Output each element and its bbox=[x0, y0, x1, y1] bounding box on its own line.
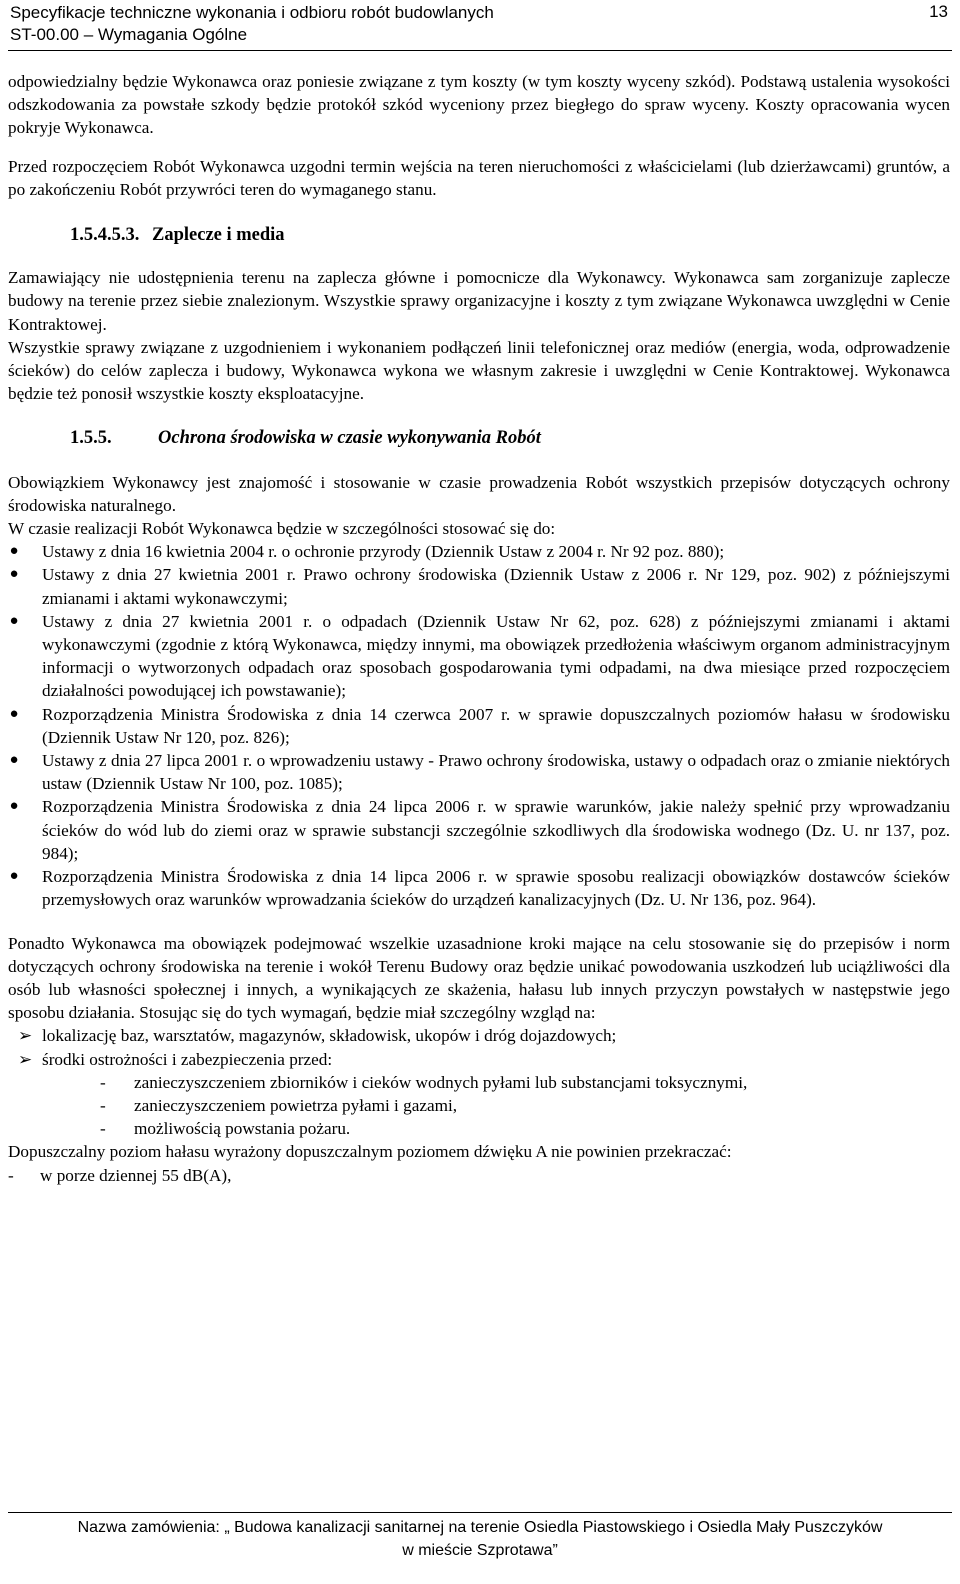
footer-line: w mieście Szprotawa” bbox=[402, 1542, 558, 1559]
list-item-text: Ustawy z dnia 27 kwietnia 2001 r. Prawo ochrony środowiska (Dziennik Ustaw z 2006 r. Nr 129, poz. 902) z późniejszymi zmianami i aktami wykonawczymi; bbox=[42, 565, 950, 608]
list-item-text: Rozporządzenia Ministra Środowiska z dnia 24 lipca 2006 r. w sprawie warunków, jakie należy spełnić przy wprowadzaniu ścieków do wód lub do ziemi oraz w sprawie substancji szczególnie szkodliwych dla środowiska wodnego (Dz. U. nr 137, poz. 984); bbox=[42, 797, 950, 863]
list-item bbox=[8, 1024, 950, 1047]
list-item bbox=[8, 795, 950, 865]
spacer bbox=[8, 405, 950, 427]
header-subtitle: ST-00.00 – Wymagania Ogólne bbox=[10, 25, 248, 44]
list-item-text: możliwością powstania pożaru. bbox=[134, 1119, 351, 1139]
arrow-bullet-icon: ➢ bbox=[18, 1026, 33, 1046]
list-item-text: w porze dziennej 55 dB(A), bbox=[40, 1165, 232, 1185]
paragraph: Przed rozpoczęciem Robót Wykonawca uzgodni termin wejścia na teren nieruchomości z właścicielami (lub dzierżawcami) gruntów, a po zakończeniu Robót przywróci teren do wymaganego stanu. bbox=[8, 156, 950, 199]
paragraph: Dopuszczalny poziom hałasu wyrażony dopuszczalnym poziomem dźwięku A nie powinien przekraczać: bbox=[8, 1142, 732, 1162]
arrow-list bbox=[8, 1024, 950, 1070]
header-title: Specyfikacje techniczne wykonania i odbioru robót budowlanych bbox=[10, 3, 494, 22]
bullet-icon: ● bbox=[9, 705, 19, 722]
section-number: 1.5.4.5.3. bbox=[70, 225, 140, 246]
dash-marker: - bbox=[100, 1095, 106, 1115]
list-item-text: Ustawy z dnia 16 kwietnia 2004 r. o ochronie przyrody (Dziennik Ustaw z 2004 r. Nr 92 poz. 880); bbox=[42, 542, 725, 562]
footer-line: Nazwa zamówienia: „ Budowa kanalizacji sanitarnej na terenie Osiedla Piastowskiego i Osiedla Mały Puszczyków bbox=[77, 1519, 883, 1536]
list-item bbox=[8, 563, 950, 609]
list-item bbox=[8, 749, 950, 795]
bullet-icon: ● bbox=[9, 752, 19, 769]
list-item bbox=[8, 1164, 950, 1187]
list-item bbox=[8, 1048, 950, 1071]
bullet-icon: ● bbox=[9, 868, 19, 885]
arrow-bullet-icon: ➢ bbox=[18, 1049, 33, 1069]
bullet-icon: ● bbox=[9, 543, 19, 560]
header-divider bbox=[8, 50, 952, 51]
list-item-text: zanieczyszczeniem powietrza pyłami i gazami, bbox=[134, 1095, 458, 1115]
list-item-text: Rozporządzenia Ministra Środowiska z dnia 14 czerwca 2007 r. w sprawie dopuszczalnych poziomów hałasu w środowisku (Dziennik Ustaw Nr 120, poz. 826); bbox=[42, 704, 950, 747]
list-item bbox=[8, 865, 950, 911]
list-item-text: zanieczyszczeniem zbiorników i cieków wodnych pyłami lub substancjami toksycznymi, bbox=[134, 1072, 748, 1092]
section-number: 1.5.5. bbox=[70, 428, 112, 449]
dash-marker: - bbox=[100, 1119, 106, 1139]
paragraph: Ponadto Wykonawca ma obowiązek podejmować wszelkie uzasadnione kroki mające na celu stosowanie się do przepisów i norm dotyczących ochrony środowiska na terenie i wokół Terenu Budowy oraz będzie unikać powodowania uszkodzeń lub uciążliwości dla osób lub własności społecznej i innych, a wynikających ze skażenia, hałasu lub innych przyczyn powstałych w następstwie jego sposobu działania. Stosując się do tych wymagań, będzie miał szczególny wzgląd na: bbox=[8, 933, 950, 1023]
list-item bbox=[8, 1071, 950, 1094]
footer bbox=[10, 1516, 950, 1562]
list-item bbox=[8, 1094, 950, 1117]
list-item bbox=[8, 703, 950, 749]
list-item-text: Rozporządzenia Ministra Środowiska z dnia 14 lipca 2006 r. w sprawie sposobu realizacji obowiązków dostawców ścieków przemysłowych oraz warunków wprowadzania ścieków do urządzeń kanalizacyjnych (Dz. U. Nr 136, poz. 964). bbox=[42, 867, 950, 910]
page-number: 13 bbox=[929, 2, 948, 21]
dash-marker: - bbox=[8, 1165, 14, 1185]
spacer bbox=[8, 201, 950, 224]
dash-marker: - bbox=[100, 1072, 106, 1092]
section-title: Ochrona środowiska w czasie wykonywania Robót bbox=[158, 428, 541, 449]
bullet-icon: ● bbox=[9, 798, 19, 815]
spacer bbox=[8, 451, 950, 471]
section-title: Zaplecze i media bbox=[152, 225, 285, 246]
list-item-text: Ustawy z dnia 27 lipca 2001 r. o wprowadzeniu ustawy - Prawo ochrony środowiska, ustawy o odpadach oraz o zmianie niektórych ustaw (Dziennik Ustaw Nr 100, poz. 1085); bbox=[42, 751, 950, 794]
paragraph: W czasie realizacji Robót Wykonawca będzie w szczególności stosować się do: bbox=[8, 519, 556, 539]
list-item-text: lokalizację baz, warsztatów, magazynów, składowisk, ukopów i dróg dojazdowych; bbox=[42, 1026, 617, 1046]
section-heading bbox=[8, 224, 950, 247]
spacer bbox=[8, 247, 950, 266]
footer-divider bbox=[8, 1512, 952, 1513]
section-heading bbox=[8, 427, 950, 450]
dash-list bbox=[8, 1164, 950, 1187]
spacer bbox=[8, 912, 950, 932]
document-body bbox=[8, 70, 950, 1187]
paragraph: Zamawiający nie udostępnienia terenu na zaplecza główne i pomocnicze dla Wykonawcy. Wykonawca sam zorganizuje zaplecze budowy na terenie przez siebie znalezionym. Wszystkie sprawy organizacyjne i koszty z tym związane Wykonawca uwzględni w Cenie Kontraktowej. bbox=[8, 268, 950, 334]
list-item-text: Ustawy z dnia 27 kwietnia 2001 r. o odpadach (Dziennik Ustaw Nr 62, poz. 628) z późniejszymi zmianami i aktami wykonawczymi (zgodnie z którą Wykonawca, między innymi, ma obowiązek przedłożenia właściwym organom administracyjnym informacji o wytworzonych odpadach oraz sposobach gospodarowania tymi odpadami, na dwa miesiące przed rozpoczęciem działalności powodującej ich powstawanie); bbox=[42, 611, 950, 701]
list-item bbox=[8, 1117, 950, 1140]
list-item bbox=[8, 610, 950, 703]
list-item-text: środki ostrożności i zabezpieczenia przed: bbox=[42, 1049, 333, 1069]
paragraph: Obowiązkiem Wykonawcy jest znajomość i stosowanie w czasie prowadzenia Robót wszystkich przepisów dotyczących ochrony środowiska naturalnego. bbox=[8, 472, 950, 515]
bullet-icon: ● bbox=[9, 612, 19, 629]
bullet-list bbox=[8, 540, 950, 911]
paragraph: odpowiedzialny będzie Wykonawca oraz poniesie związane z tym koszty (w tym koszty wyceny szkód). Podstawą ustalenia wysokości odszkodowania za powstałe szkody będzie protokół szkód wyceniony przez biegłego do spraw wyceny. Koszty opracowania wycen pokryje Wykonawca. bbox=[8, 72, 950, 138]
dash-list bbox=[8, 1071, 950, 1141]
paragraph: Wszystkie sprawy związane z uzgodnieniem i wykonaniem podłączeń linii telefonicznej oraz mediów (energia, woda, odprowadzenie ścieków) do celów zaplecza i budowy, Wykonawca wykona we własnym zakresie i uwzględni w Cenie Kontraktowej. Wykonawca będzie też ponosił wszystkie koszty eksploatacyjne. bbox=[8, 337, 950, 404]
bullet-icon: ● bbox=[9, 566, 19, 583]
list-item bbox=[8, 540, 950, 563]
